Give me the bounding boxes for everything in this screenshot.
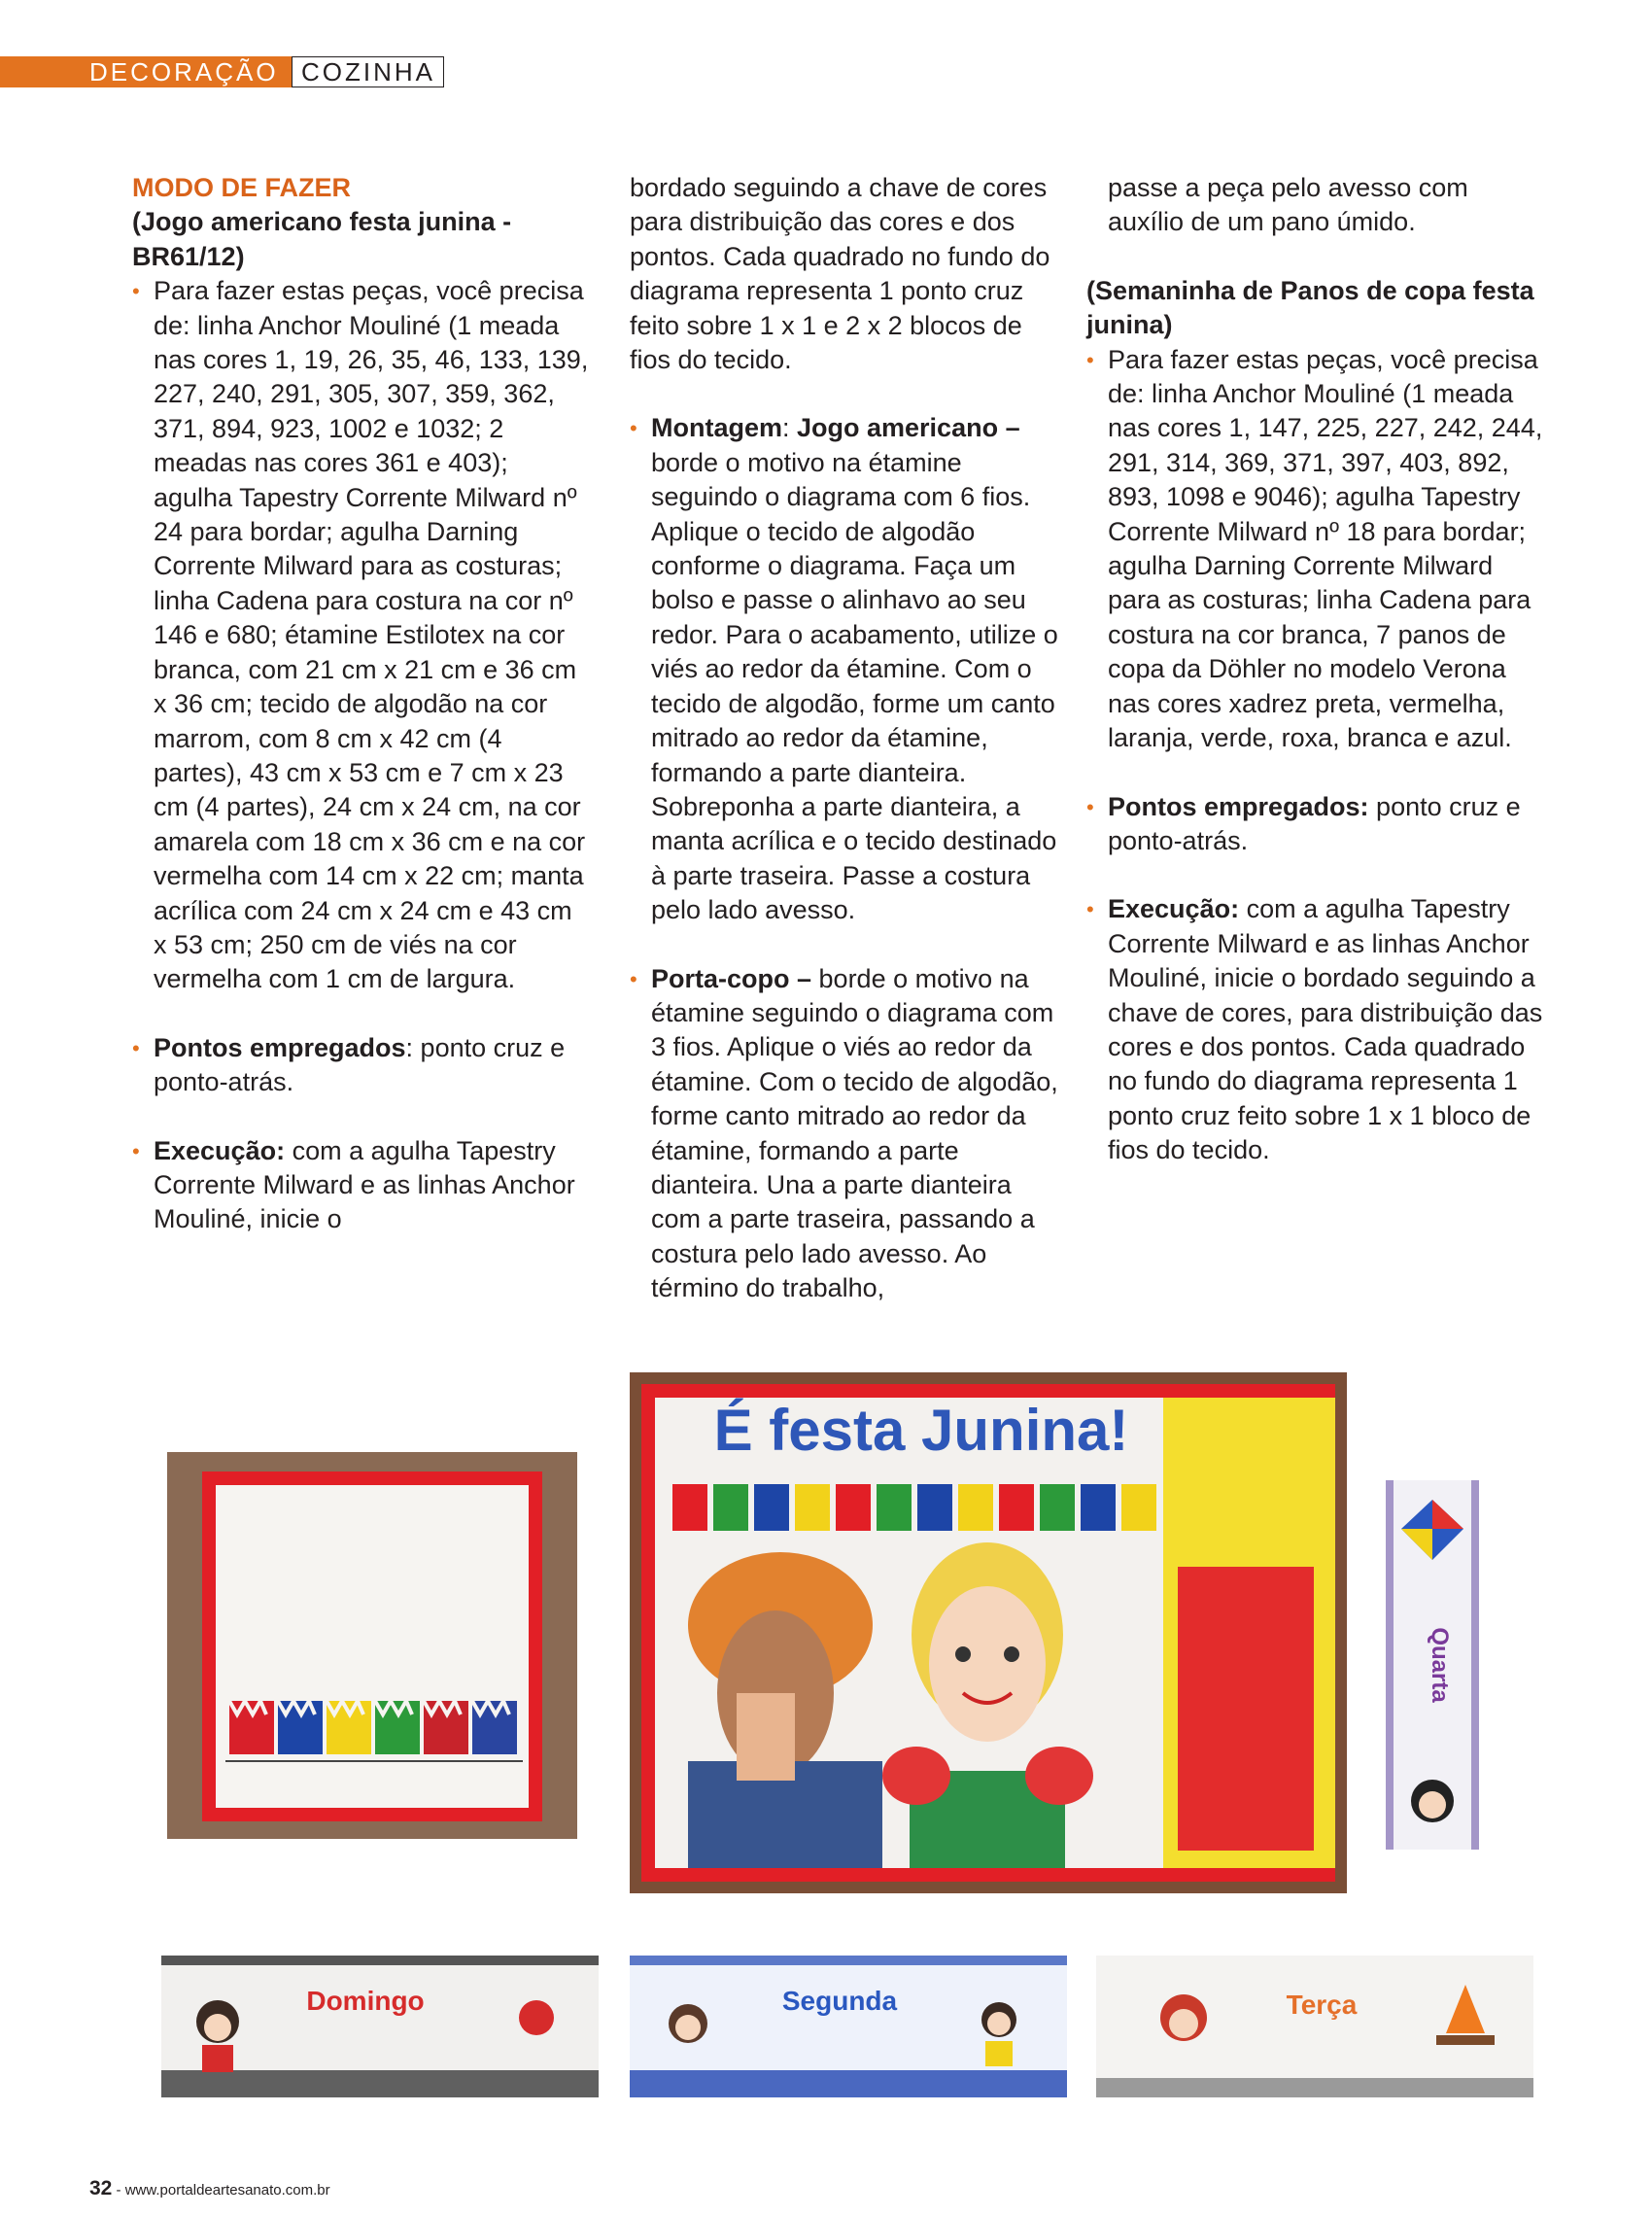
text-column-3 xyxy=(1086,171,1543,1168)
stitches-label: Pontos empregados xyxy=(154,1032,406,1062)
execution-item xyxy=(1086,892,1543,1167)
towel-quarta-photo xyxy=(1386,1480,1479,1850)
bullet-icon: • xyxy=(630,966,637,991)
subsection-label: COZINHA xyxy=(301,57,435,87)
text-column-1 xyxy=(132,171,589,1237)
materials-item xyxy=(1086,343,1543,756)
assembly-sublabel: Jogo americano – xyxy=(797,413,1020,443)
placemat-title: É festa Junina! xyxy=(713,1398,1129,1463)
coaster-photo xyxy=(167,1452,577,1839)
stitches-text: ponto cruz e ponto-atrás. xyxy=(1108,791,1521,855)
materials-text: Para fazer estas peças, você precisa de: linha Anchor Mouliné (1 meada nas cores 1, 19, 26, 35, 46, 133, 139, 227, 240, 291, 305, 307, 359, 362, 371, 894, 923, 1002 e 1032; 2 meadas nas cores 361 e 403); agulha Tapestry Corrente Milward nº 24 para bordar; agulha Darning Corrente Milward para as costuras; linha Cadena para costura na cor nº 146 e 680; étamine Estilotex na cor branca, com 21 cm x 21 cm e 36 cm x 36 cm; tecido de algodão na cor marrom, com 8 cm x 42 cm (4 partes), 43 cm x 53 cm e 7 cm x 23 cm (4 partes), 24 cm x 24 cm, na cor amarela com 18 cm x 36 cm e na cor vermelha com 14 cm x 22 cm; manta acrílica com 24 cm x 24 cm e 43 cm x 53 cm; 250 cm de viés na cor vermelha com 1 cm de largura. xyxy=(154,276,589,994)
materials-text: Para fazer estas peças, você precisa de: linha Anchor Mouliné (1 meada nas cores 1, 147, 225, 227, 242, 244, 291, 314, 369, 371, 397, 403, 892, 893, 1098 e 9046); agulha Tapestry Corrente Milward nº 18 para bordar; agulha Darning Corrente Milward para as costuras; linha Cadena para costura na cor branca, 7 panos de copa da Döhler no modelo Verona nas cores xadrez preta, vermelha, laranja, verde, roxa, branca e azul. xyxy=(1108,344,1543,753)
assembly-text: borde o motivo na étamine seguindo o diagrama com 6 fios. Aplique o tecido de algodão conforme o diagrama. Faça um bolso e passe o alinhavo ao seu redor. Para o acabamento, utilize o viés ao redor da étamine. Com o tecido de algodão, forme um canto mitrado ao redor da étamine, formando a parte dianteira. Sobreponha a parte dianteira, a manta acrílica e o tecido destinado à parte traseira. Passe a costura pelo lado avesso. xyxy=(651,447,1058,925)
towel-terca-label: Terça xyxy=(1286,1990,1358,2020)
towel-terca-photo xyxy=(1096,1956,1533,2097)
text-column-2 xyxy=(630,171,1067,1306)
project-title-placemat: (Jogo americano festa junina - BR61/12) xyxy=(132,207,512,271)
execution-continued: bordado seguindo a chave de cores para distribuição das cores e dos pontos. Cada quadrado no fundo do diagrama representa 1 ponto cruz feito sobre 1 x 1 e 2 x 2 blocos de fios do tecido. xyxy=(630,173,1050,375)
bullet-icon: • xyxy=(132,279,140,304)
execution-label: Execução: xyxy=(154,1135,286,1165)
page-number: 32 xyxy=(89,2177,113,2199)
coaster-label: Porta-copo – xyxy=(651,963,819,993)
coaster-text: borde o motivo na étamine seguindo o diagrama com 3 fios. Aplique o viés ao redor da étamine. Com o tecido de algodão, forme canto mitrado ao redor da étamine, formando a parte dianteira. Una a parte dianteira com a parte traseira, passando a costura pelo lado avesso. Ao término do trabalho, xyxy=(651,963,1058,1303)
bullet-icon: • xyxy=(132,1035,140,1060)
coaster-continued: passe a peça pelo avesso com auxílio de um pano úmido. xyxy=(1108,173,1468,237)
towel-segunda-photo xyxy=(630,1956,1067,2097)
stitches-label: Pontos empregados: xyxy=(1108,791,1369,821)
bullet-icon: • xyxy=(1086,897,1094,922)
execution-text: com a agulha Tapestry Corrente Milward e as linhas Anchor Mouliné, inicie o bordado seguindo a chave de cores, para distribuição das cores e dos pontos. Cada quadrado no fundo do diagrama representa 1 ponto cruz feito sobre 1 x 1 bloco de fios do tecido. xyxy=(1108,894,1543,1165)
towel-domingo-photo xyxy=(161,1956,599,2097)
section-label: DECORAÇÃO xyxy=(89,57,279,87)
bullet-icon: • xyxy=(630,416,637,441)
assembly-colon: : xyxy=(782,413,798,443)
assembly-label: Montagem xyxy=(651,413,782,443)
project-title-towels: (Semaninha de Panos de copa festa junina) xyxy=(1086,275,1534,340)
bullet-icon: • xyxy=(1086,794,1094,819)
stitches-item xyxy=(1086,790,1543,859)
towel-quarta-label: Quarta xyxy=(1427,1627,1453,1703)
towel-segunda-label: Segunda xyxy=(781,1986,898,2016)
bullet-icon: • xyxy=(132,1138,140,1163)
execution-item xyxy=(132,1134,589,1237)
stitches-text: : ponto cruz e ponto-atrás. xyxy=(154,1032,566,1097)
towel-domingo-label: Domingo xyxy=(306,1986,425,2016)
instructions-heading: MODO DE FAZER xyxy=(132,173,352,202)
execution-label: Execução: xyxy=(1108,894,1240,924)
materials-item xyxy=(132,274,589,997)
footer-separator: - xyxy=(112,2182,125,2199)
execution-text: com a agulha Tapestry Corrente Milward e as linhas Anchor Mouliné, inicie o xyxy=(154,1135,575,1234)
stitches-item xyxy=(132,1031,589,1100)
section-header xyxy=(0,56,447,87)
bullet-icon: • xyxy=(1086,347,1094,372)
coaster-item xyxy=(630,962,1067,1306)
assembly-item xyxy=(630,411,1067,927)
page-footer xyxy=(89,2177,330,2200)
placemat-photo xyxy=(630,1372,1347,1893)
footer-url[interactable]: www.portaldeartesanato.com.br xyxy=(124,2182,330,2199)
